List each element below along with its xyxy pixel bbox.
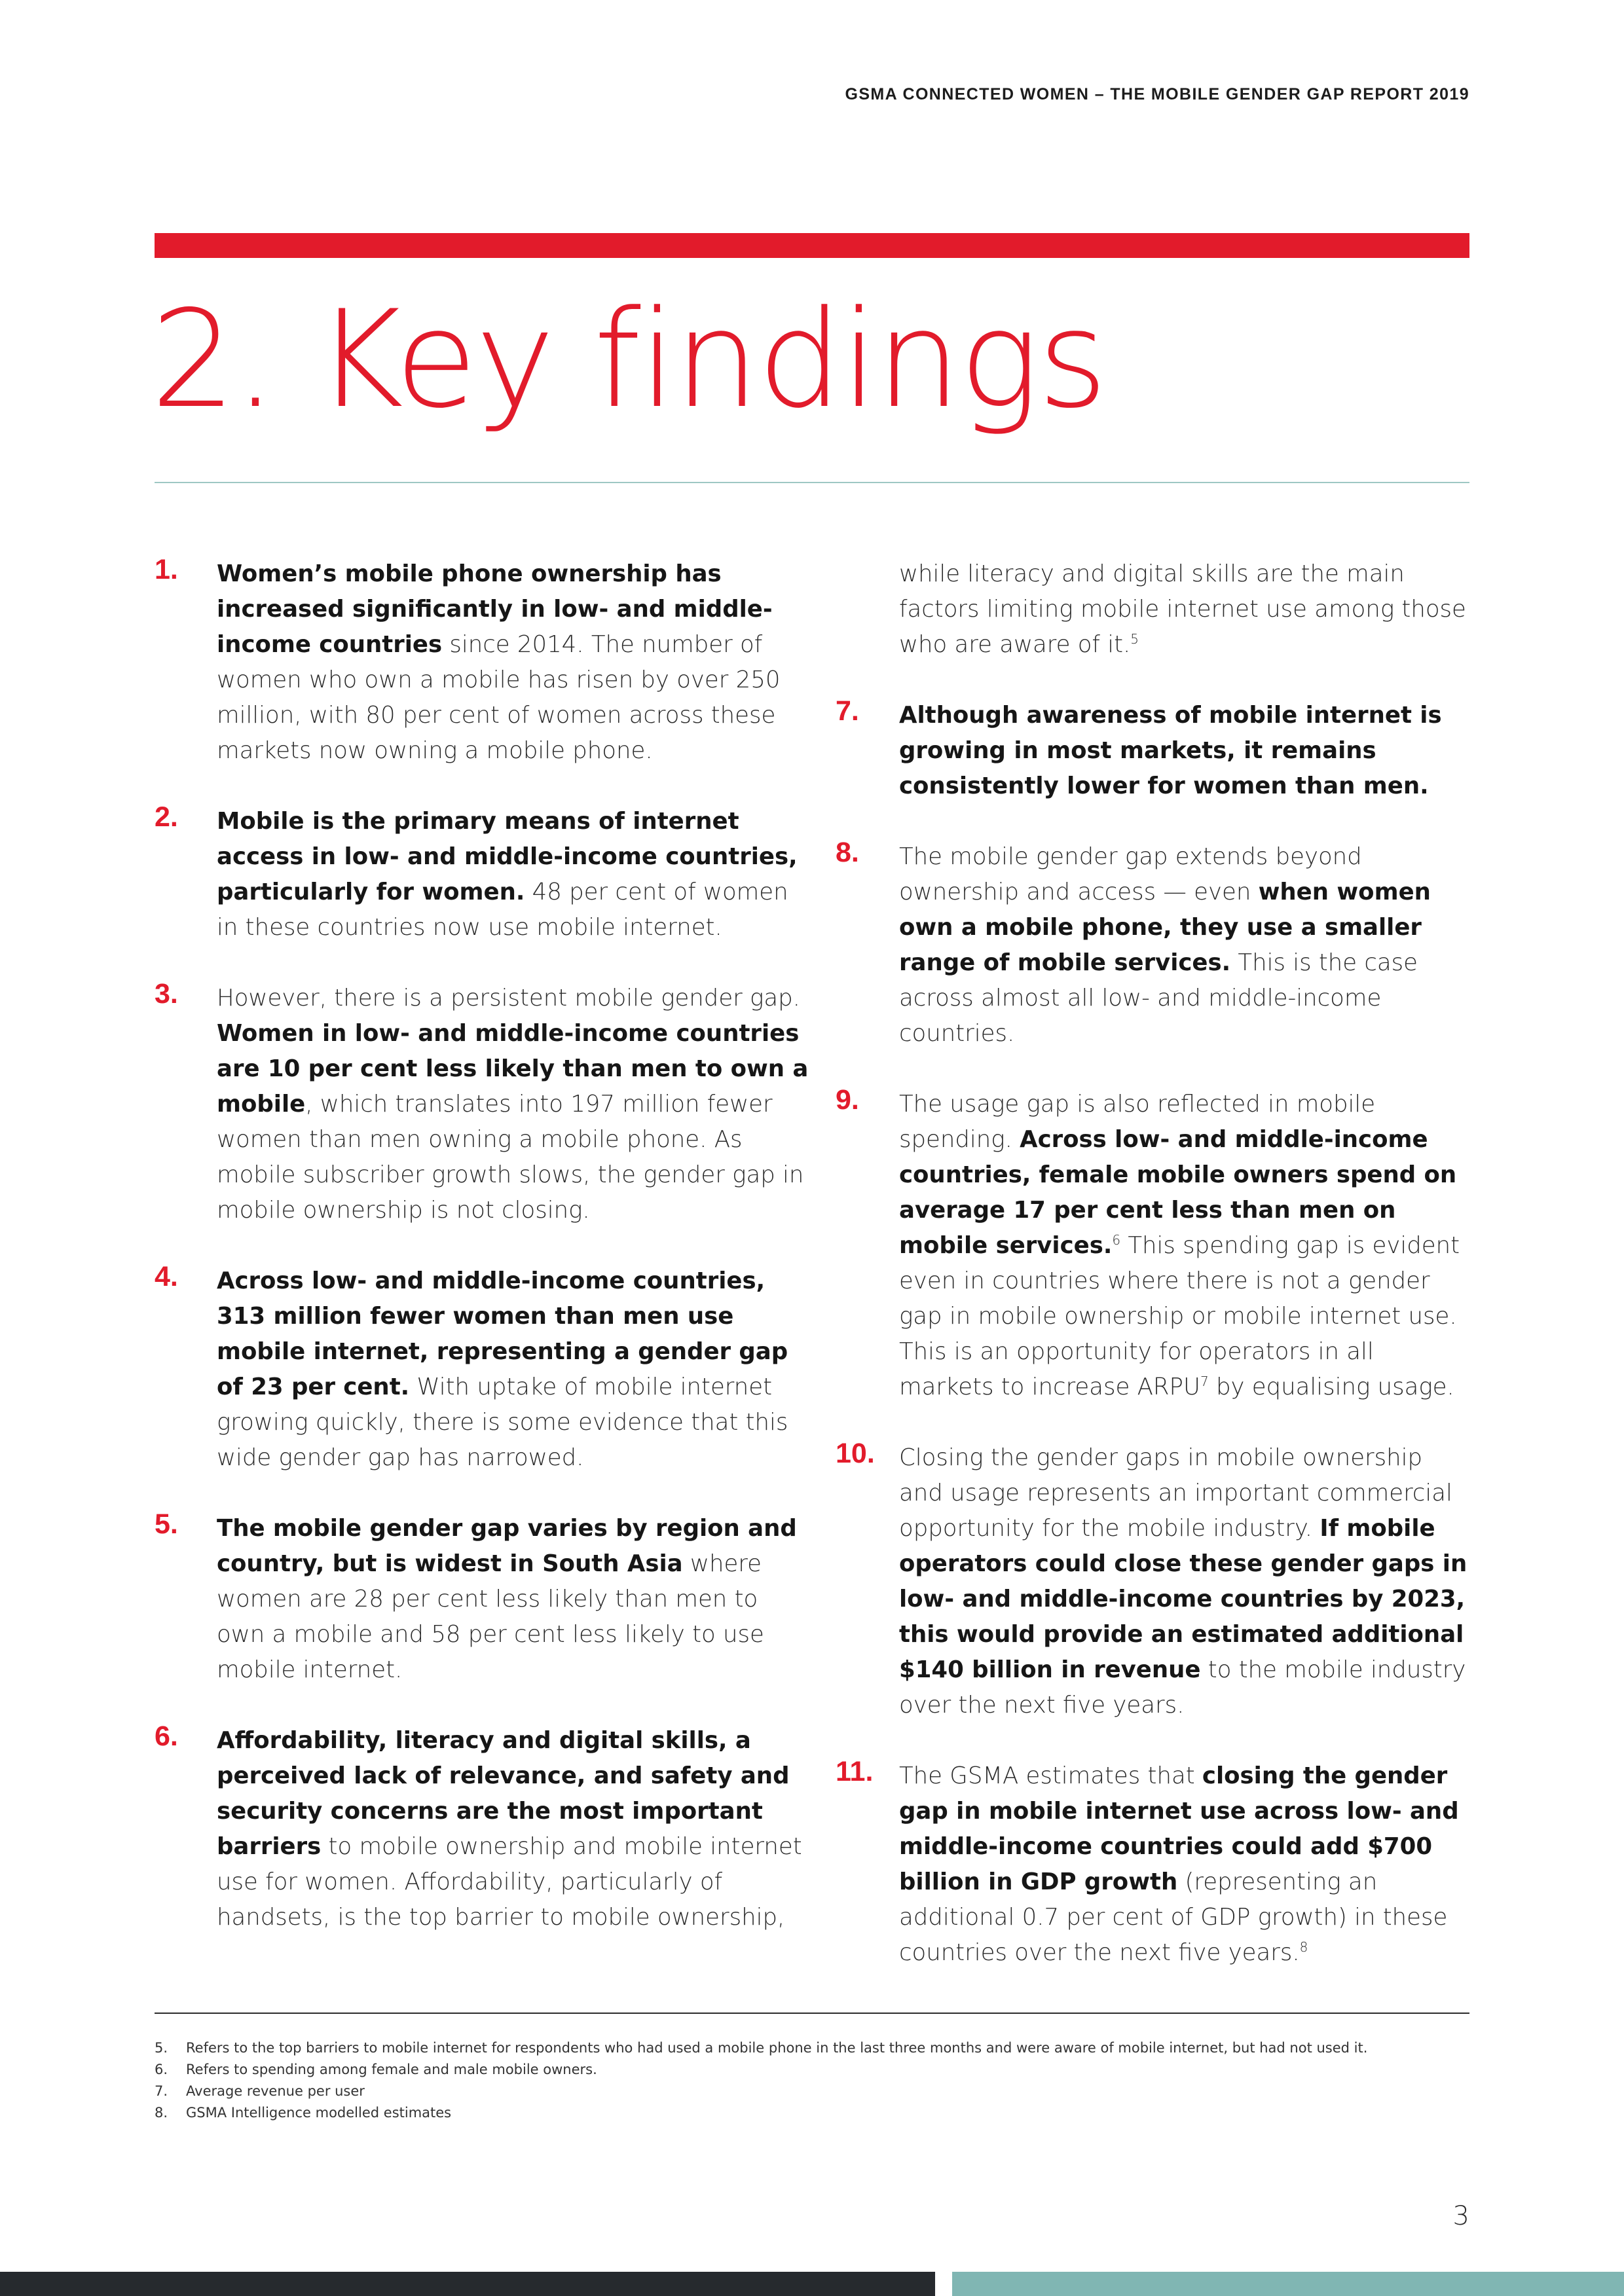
finding-1 (155, 556, 809, 769)
finding-highlight: closing the gender gap in mobile internet use across low- and middle-income countries could add $700 billion in GDP growth (899, 1762, 1459, 1895)
finding-10 (836, 1440, 1469, 1723)
finding-text (217, 981, 809, 1228)
finding-body: to the mobile industry over the next five years. (899, 1656, 1466, 1719)
finding-7 (836, 695, 1469, 804)
footnote-8 (155, 2102, 1469, 2124)
finding-highlight: Affordability, literacy and digital skills, a perceived lack of relevance, and safety and security concerns are the most important barriers (217, 1727, 790, 1860)
finding-intro: The usage gap is also reflected in mobile spending. (899, 1091, 1376, 1153)
page-title: 2. Key findings (151, 282, 1106, 438)
footnotes (155, 2037, 1469, 2124)
finding-text (899, 1087, 1469, 1405)
footnote-number: 7. (155, 2083, 168, 2099)
finding-intro: Closing the gender gaps in mobile ownership and usage represents an important commercial opportunity for the mobile industry. (899, 1444, 1452, 1542)
footnote-number: 8. (155, 2105, 168, 2121)
red-accent-bar (155, 233, 1469, 258)
finding-number: 8. (836, 837, 859, 868)
title-divider (155, 482, 1469, 483)
finding-highlight: Across low- and middle-income countries, female mobile owners spend on average 17 per cent less than men on mobile services. (899, 1126, 1457, 1259)
footnote-number: 6. (155, 2062, 168, 2077)
left-column (155, 556, 809, 1971)
finding-number: 7. (836, 695, 859, 727)
finding-9 (836, 1084, 1469, 1405)
finding-body: (representing an additional 0.7 per cent of GDP growth) in these countries over the next five years. (899, 1868, 1448, 1966)
finding-text (217, 1723, 809, 1935)
finding-highlight: Across low- and middle-income countries, 313 million fewer women than men use mobile internet, representing a gender gap of 23 per cent. (217, 1267, 788, 1400)
finding-body: This is the case across almost all low- and middle-income countries. (899, 949, 1418, 1047)
finding-6-continuation (836, 556, 1469, 663)
footnote-5 (155, 2037, 1469, 2059)
footnote-ref: 5 (1130, 631, 1139, 647)
finding-number: 6. (155, 1721, 178, 1752)
finding-body: where women are 28 per cent less likely than men to own a mobile and 58 per cent less likely to use mobile internet. (217, 1550, 764, 1683)
finding-text (899, 698, 1469, 804)
finding-number: 1. (155, 554, 178, 585)
finding-intro: The GSMA estimates that (899, 1762, 1202, 1789)
footnote-ref: 7 (1200, 1374, 1209, 1390)
finding-2 (155, 801, 809, 945)
finding-text (217, 804, 809, 945)
finding-body: , which translates into 197 million fewer women than men owning a mobile phone. As mobile subscriber growth slows, the gender gap in mobile ownership is not closing. (217, 1091, 804, 1224)
footnote-text: Refers to spending among female and male mobile owners. (186, 2062, 597, 2077)
page-number: 3 (1452, 2201, 1469, 2231)
finding-body-end: by equalising usage. (1208, 1374, 1454, 1400)
finding-text (217, 1264, 809, 1476)
finding-highlight: Although awareness of mobile internet is growing in most markets, it remains consistently lower for women than men. (899, 702, 1442, 799)
finding-intro: The mobile gender gap extends beyond ownership and access — even (899, 843, 1362, 905)
finding-body: 48 per cent of women in these countries now use mobile internet. (217, 879, 788, 941)
finding-highlight: Mobile is the primary means of internet access in low- and middle-income countries, particularly for women. (217, 808, 798, 905)
finding-text (899, 839, 1469, 1051)
finding-number: 11. (836, 1756, 874, 1787)
finding-body: This spending gap is evident even in countries where there is not a gender gap in mobile ownership or mobile internet use. This is an opportunity for operators in all markets to increase ARPU (899, 1232, 1460, 1400)
footnote-text: Refers to the top barriers to mobile internet for respondents who had used a mobile phone in the last three months and were aware of mobile internet, but had not used it. (186, 2040, 1368, 2056)
right-column (836, 556, 1469, 2006)
footnote-ref: 6 (1112, 1232, 1121, 1248)
finding-3 (155, 978, 809, 1228)
findings-columns (155, 554, 1469, 1966)
finding-number: 3. (155, 978, 178, 1010)
footnote-number: 5. (155, 2040, 168, 2056)
finding-8 (836, 839, 1469, 1051)
footnote-text: Average revenue per user (186, 2083, 365, 2099)
finding-intro: However, there is a persistent mobile gender gap. (217, 985, 800, 1011)
finding-highlight: when women own a mobile phone, they use a smaller range of mobile services. (899, 879, 1431, 976)
finding-body: since 2014. The number of women who own a mobile has risen by over 250 million, with 80 per cent of women across these markets now owning a mobile phone. (217, 631, 781, 764)
finding-text (899, 1440, 1469, 1723)
finding-body: With uptake of mobile internet growing quickly, there is some evidence that this wide gender gap has narrowed. (217, 1374, 788, 1471)
finding-highlight: If mobile operators could close these gender gaps in low- and middle-income countries by 2023, this would provide an estimated additional $140 billion in revenue (899, 1515, 1467, 1683)
footnote-text: GSMA Intelligence modelled estimates (186, 2105, 452, 2121)
finding-number: 5. (155, 1508, 178, 1540)
finding-text (217, 1511, 809, 1688)
finding-body: to mobile ownership and mobile internet use for women. Affordability, particularly of handsets, is the top barrier to mobile ownership, (217, 1833, 802, 1931)
running-header: GSMA CONNECTED WOMEN – THE MOBILE GENDER GAP REPORT 2019 (845, 85, 1469, 103)
finding-text (899, 1758, 1469, 1971)
finding-number: 10. (836, 1438, 875, 1469)
finding-highlight: Women’s mobile phone ownership has increased significantly in low- and middle-income countries (217, 560, 773, 658)
finding-6 (155, 1723, 809, 1935)
finding-highlight: Women in low- and middle-income countries are 10 per cent less likely than men to own a mobile (217, 1020, 809, 1118)
finding-number: 2. (155, 801, 178, 833)
footnote-divider (155, 2013, 1469, 2014)
finding-5 (155, 1508, 809, 1688)
footnote-6 (155, 2059, 1469, 2081)
footnote-7 (155, 2081, 1469, 2102)
footer-bar-dark (0, 2272, 935, 2296)
finding-text (217, 556, 809, 769)
finding-highlight: The mobile gender gap varies by region and country, but is widest in South Asia (217, 1515, 797, 1577)
footnote-ref: 8 (1299, 1939, 1308, 1956)
continuation-text: while literacy and digital skills are the main factors limiting mobile internet use among those who are aware of it. (899, 560, 1466, 658)
finding-4 (155, 1261, 809, 1476)
footer-bar-teal (952, 2272, 1624, 2296)
finding-number: 4. (155, 1261, 178, 1292)
finding-number: 9. (836, 1084, 859, 1116)
finding-11 (836, 1758, 1469, 1971)
